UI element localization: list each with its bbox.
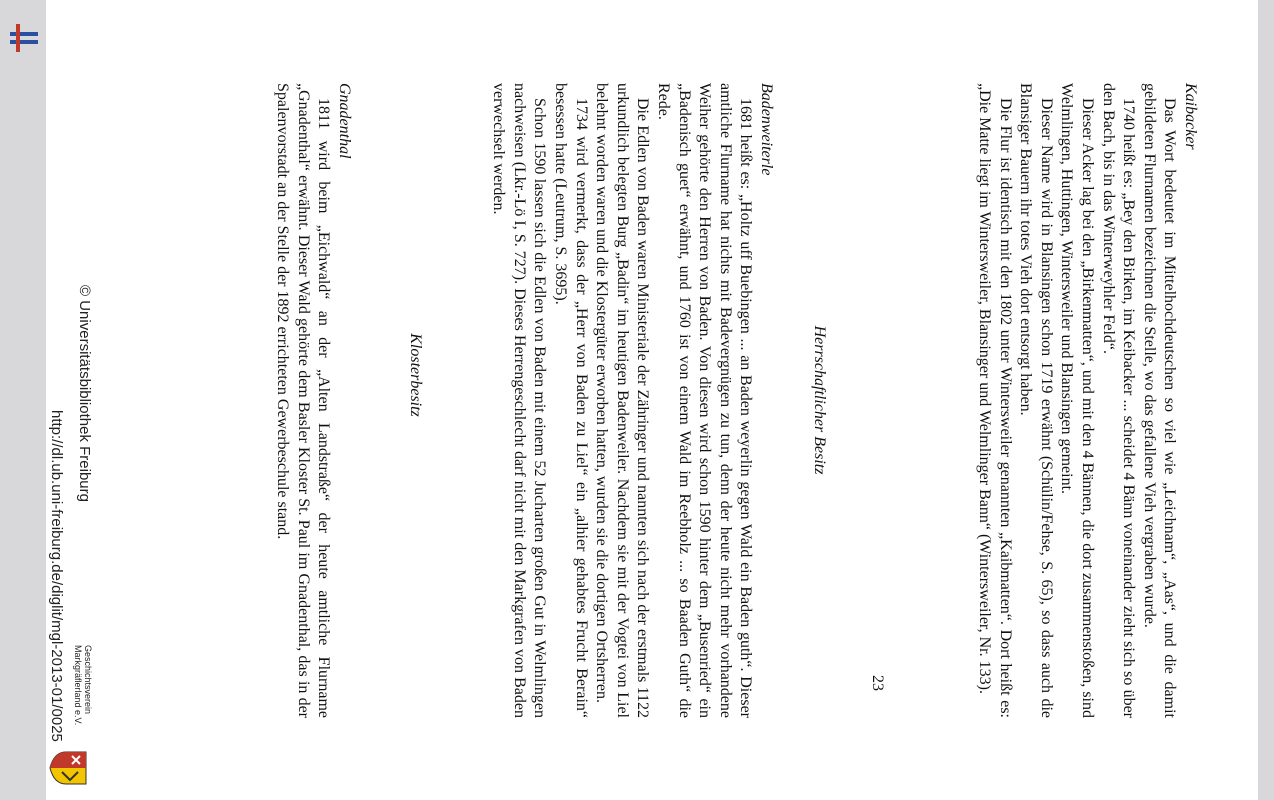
section-heading: Kaibacker bbox=[1182, 83, 1199, 150]
paragraph: Schon 1590 lassen sich die Edlen von Baden mit einem 52 Jucharten großen Gut in Welmlingen nachweisen (Lkr.-Lö I, S. 727). Dieses Herrengeschlecht darf nicht mit den Markgrafen von Baden verwechselt werden. bbox=[490, 83, 549, 718]
copyright-text: © Universitätsbibliothek Freiburg bbox=[76, 285, 93, 502]
section-badenweiterle bbox=[488, 83, 776, 718]
paragraph: 1740 heißt es: „Bey den Birken, im Keibacker ... scheidet 4 Bänn voneinander zieht sich so über den Bach, bis in das Winterweyhler Feld“. bbox=[1099, 83, 1138, 718]
section-title-herrschaft: Herrschaftlicher Besitz bbox=[811, 325, 828, 475]
society-name: Geschichtsverein Markgräflerland e.V. bbox=[73, 645, 93, 726]
coat-of-arms-icon bbox=[48, 750, 88, 786]
source-url: http://dl.ub.uni-freiburg.de/diglit/mgl-2013-01/0025 bbox=[48, 410, 65, 742]
paragraph: Dieser Name wird in Blansingen schon 1719 erwähnt (Schülin/Fehse, S. 65), so dass auch die Blansiger Bauern ihr totes Vieh dort entsorgt haben. bbox=[1017, 83, 1055, 718]
section-title-klosterbesitz: Klosterbesitz bbox=[407, 333, 424, 417]
left-toolbar bbox=[0, 0, 46, 800]
section-heading: Badenweiterle bbox=[758, 83, 775, 176]
paragraph: 1681 heißt es: „Holtz uff Buebingen ... an Baden weyerlin gegen Wald ein Baden guth“. Dieser amtliche Flurname hat nichts mit Badevergnügen zu tun, denn der heute nicht mehr vorhandene Weiher gehörte den Herren von Baden. Von diesen wird schon 1590 hinter dem „Busenried“ ein „Badenisch guet“ erwähnt, und 1760 ist von einem Wald im Reebholz ... so Baaden Guth“ die Rede. bbox=[655, 83, 755, 718]
section-heading: Gnadenthal bbox=[336, 83, 353, 159]
section-kaibacker bbox=[973, 83, 1200, 718]
paragraph: 1811 wird beim „Eichwald“ an der „Alten Landstraße“ der heute amtliche Flurname „Gnadenthal“ erwähnt. Dieser Wald gehörte dem Basler Kloster St. Paul im Gnadenthal, das in der Spalenvorstadt an der Stelle der 1892 errichteten Gewerbeschule stand. bbox=[274, 83, 333, 718]
right-toolbar bbox=[1258, 0, 1274, 800]
paragraph: Die Flur ist identisch mit den 1802 unter Wintersweiler genannten „Kaibmatten“. Dort heißt es: „Die Matte liegt im Wintersweiler, Blansinger und Welmlinger Bann“ (Wintersweiler, Nr. 133). bbox=[976, 83, 1014, 718]
paragraph: Dieser Acker lag bei den „Birkenmatten“, und mit den 4 Bännen, die dort zusammenstoßen, sind Welmlingen, Huttingen, Wintersweiler und Blansingen gemeint. bbox=[1058, 83, 1097, 718]
paragraph: Die Edlen von Baden waren Ministeriale der Zähringer und nannten sich nach der erstmals 1122 urkundlich belegten Burg „Badin“ im heutigen Badenweiler. Nachdem sie mit der Vogtei von Liel belehnt worden waren und die Klostergüter erworben hatten, wurden sie die dortigen Ortsherren. bbox=[593, 83, 652, 718]
cropped-page-edge bbox=[1249, 0, 1258, 800]
viewer-logo-icon[interactable] bbox=[2, 18, 42, 58]
paragraph: Das Wort bedeutet im Mittelhochdeutschen so viel wie „Leichnam“, „Aas“, und die damit gebildeten Flurnamen bezeichnen die Stelle, wo das gefallene Vieh vergraben wurde. bbox=[1140, 83, 1179, 718]
paragraph: 1734 wird vermerkt, dass der „Herr von Baden zu Liel“ ein „alhier gehabtes Frucht Berain“ besessen hatte (Leutrum, S. 3695). bbox=[552, 83, 590, 718]
document-page bbox=[46, 0, 1258, 800]
section-gnadenthal bbox=[272, 83, 354, 718]
page-number: 23 bbox=[869, 675, 886, 691]
